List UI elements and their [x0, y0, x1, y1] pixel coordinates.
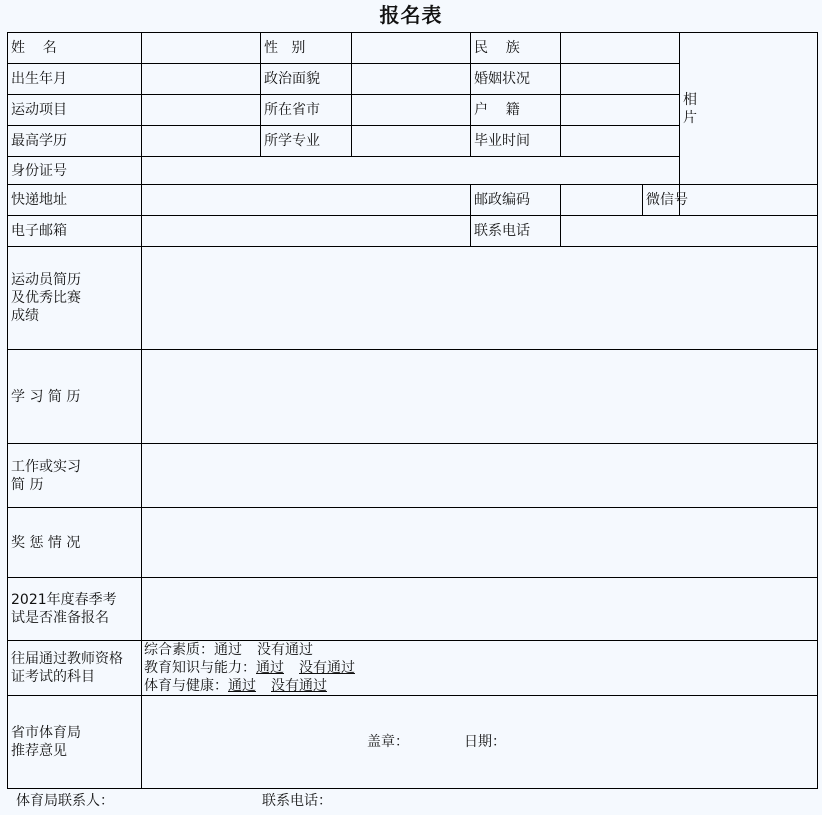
label-rewards: 奖 惩 情 况	[8, 508, 142, 578]
subject-row-pe-health	[144, 677, 815, 695]
label-ethnicity: 民 族	[471, 33, 561, 64]
label-name: 姓 名	[8, 33, 142, 64]
label-sport: 运动项目	[8, 95, 142, 126]
label-passed-subjects: 往届通过教师资格 证考试的科目	[8, 641, 142, 696]
seal-line	[142, 733, 817, 751]
field-athlete-resume[interactable]	[142, 247, 818, 350]
field-marital[interactable]	[561, 64, 680, 95]
subject-name: 教育知识与能力：	[144, 660, 256, 676]
label-wechat: 微信号	[643, 185, 680, 216]
option-passed[interactable]: 通过	[256, 660, 284, 676]
label-education: 最高学历	[8, 126, 142, 157]
label-work-resume: 工作或实习 简 历	[8, 444, 142, 508]
option-not-passed[interactable]: 没有通过	[299, 660, 355, 676]
field-birth[interactable]	[142, 64, 261, 95]
field-id-number[interactable]	[142, 157, 680, 185]
field-passed-subjects	[142, 641, 818, 696]
label-major: 所学专业	[261, 126, 352, 157]
seal-stamp-label: 盖章：	[367, 734, 409, 750]
field-hukou[interactable]	[561, 95, 680, 126]
option-passed[interactable]: 通过	[214, 642, 242, 658]
field-gender[interactable]	[352, 33, 471, 64]
subject-name: 体育与健康：	[144, 678, 228, 694]
field-ethnicity[interactable]	[561, 33, 680, 64]
field-postcode[interactable]	[561, 185, 643, 216]
footer-contact-label: 体育局联系人：	[16, 793, 114, 809]
label-email: 电子邮箱	[8, 216, 142, 247]
field-name[interactable]	[142, 33, 261, 64]
field-address[interactable]	[142, 185, 471, 216]
field-province[interactable]	[352, 95, 471, 126]
subject-row-education-knowledge	[144, 659, 815, 677]
field-spring-exam[interactable]	[142, 578, 818, 641]
label-birth: 出生年月	[8, 64, 142, 95]
label-address: 快递地址	[8, 185, 142, 216]
label-athlete-resume: 运动员简历 及优秀比赛 成绩	[8, 247, 142, 350]
label-hukou: 户 籍	[471, 95, 561, 126]
label-study-resume: 学 习 简 历	[8, 350, 142, 444]
label-id-number: 身份证号	[8, 157, 142, 185]
field-political[interactable]	[352, 64, 471, 95]
label-postcode: 邮政编码	[471, 185, 561, 216]
option-not-passed[interactable]: 没有通过	[257, 642, 313, 658]
option-not-passed[interactable]: 没有通过	[271, 678, 327, 694]
footer-phone-label: 联系电话：	[262, 793, 332, 809]
field-wechat[interactable]	[680, 185, 818, 216]
subject-name: 综合素质：	[144, 642, 214, 658]
field-graduation[interactable]	[561, 126, 680, 157]
photo-box[interactable]: 相 片	[680, 33, 818, 185]
field-recommendation[interactable]	[142, 696, 818, 789]
field-major[interactable]	[352, 126, 471, 157]
field-education[interactable]	[142, 126, 261, 157]
label-graduation: 毕业时间	[471, 126, 561, 157]
field-phone[interactable]	[561, 216, 818, 247]
footer	[16, 791, 332, 811]
field-work-resume[interactable]	[142, 444, 818, 508]
field-email[interactable]	[142, 216, 471, 247]
label-spring-exam: 2021年度春季考 试是否准备报名	[8, 578, 142, 641]
seal-date-label: 日期：	[464, 734, 506, 750]
field-sport[interactable]	[142, 95, 261, 126]
label-phone: 联系电话	[471, 216, 561, 247]
form-title: 报名表	[379, 3, 443, 27]
field-rewards[interactable]	[142, 508, 818, 578]
label-recommendation: 省市体育局 推荐意见	[8, 696, 142, 789]
label-marital: 婚姻状况	[471, 64, 561, 95]
label-political: 政治面貌	[261, 64, 352, 95]
label-gender: 性 别	[261, 33, 352, 64]
field-study-resume[interactable]	[142, 350, 818, 444]
registration-form	[7, 32, 818, 789]
label-province: 所在省市	[261, 95, 352, 126]
subject-row-comprehensive	[144, 641, 815, 659]
option-passed[interactable]: 通过	[228, 678, 256, 694]
